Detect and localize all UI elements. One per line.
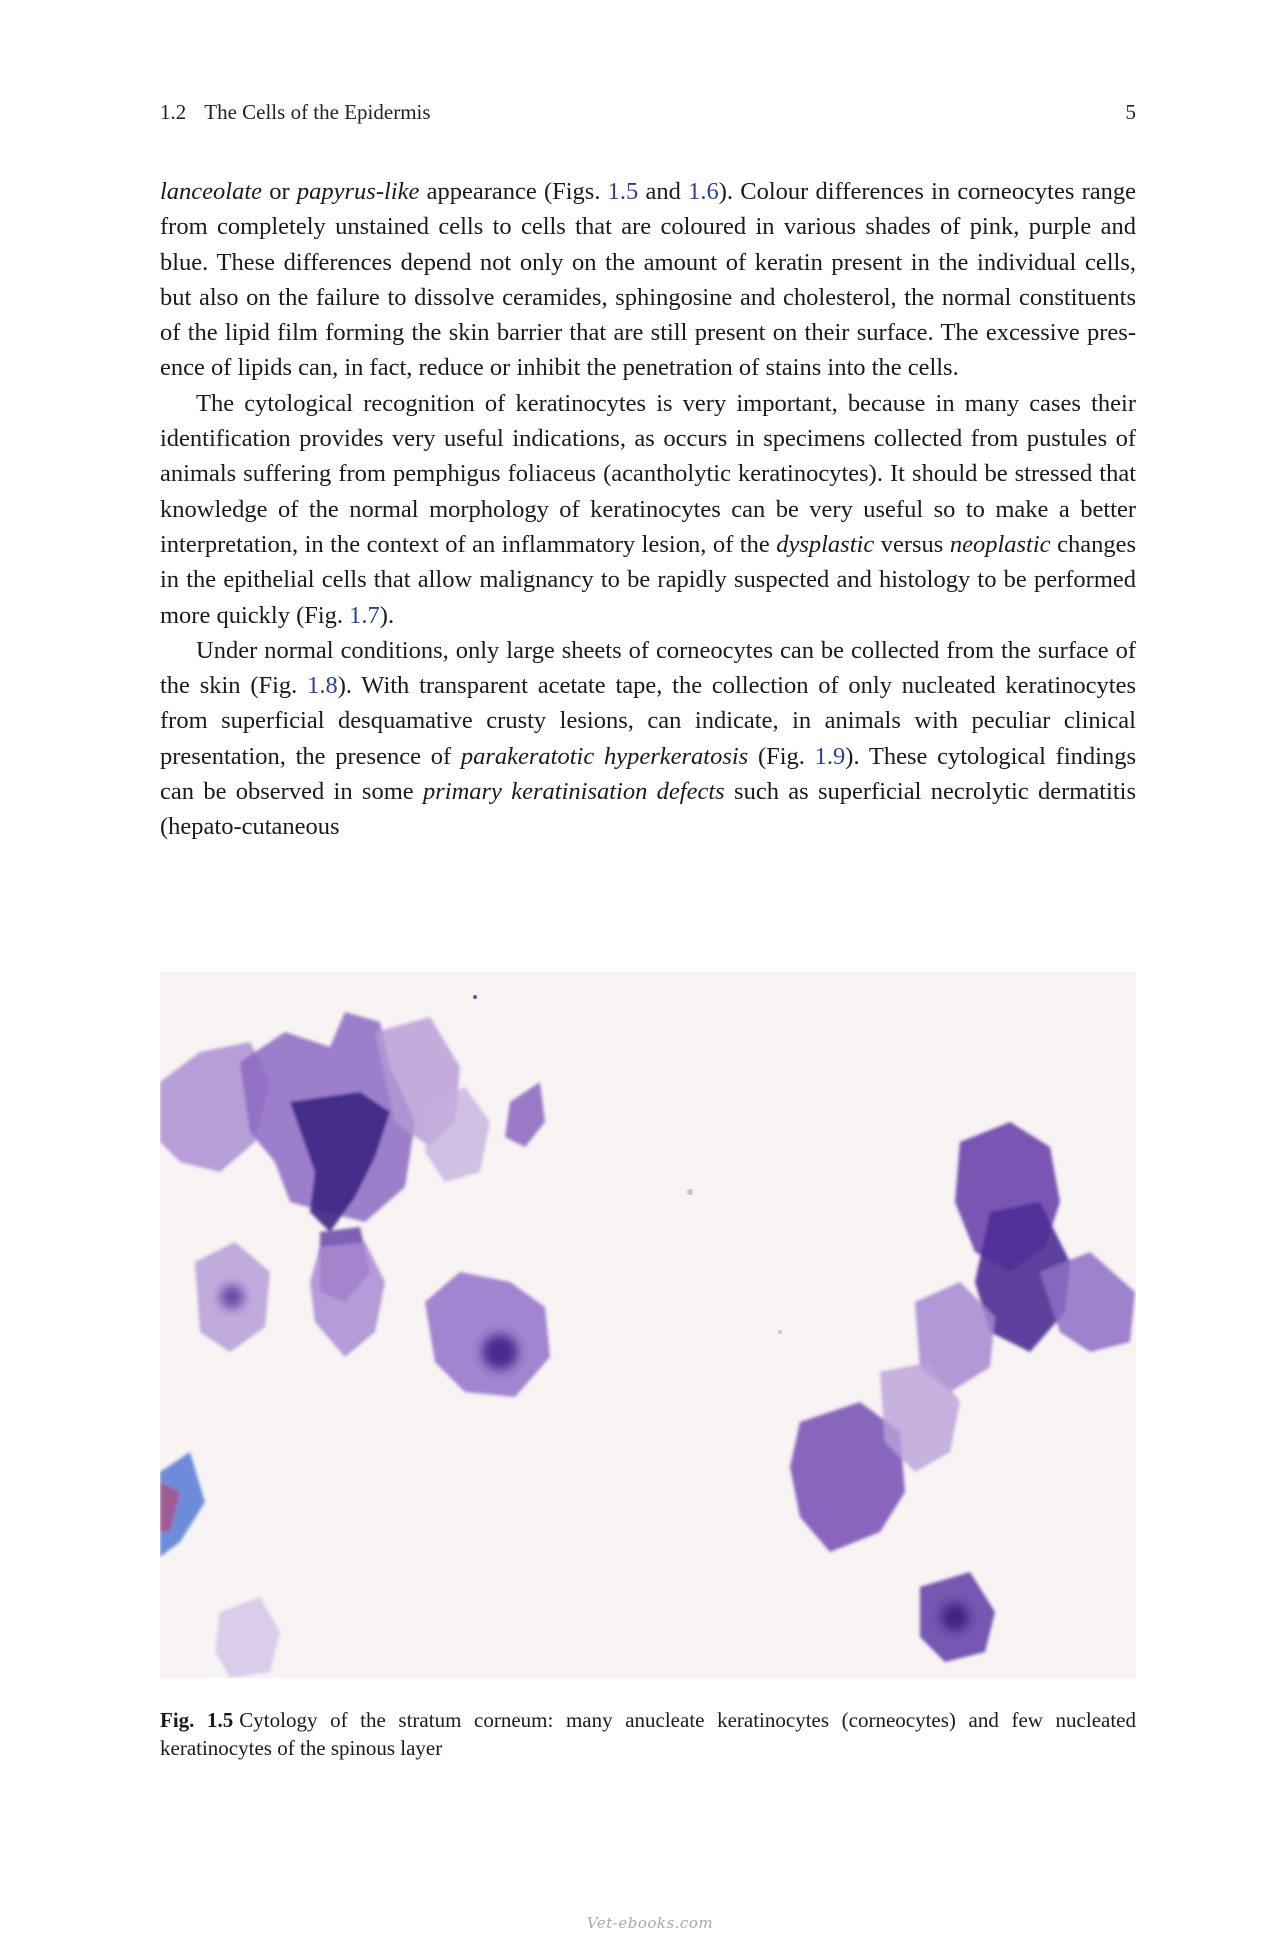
- paragraph-2: [160, 386, 1136, 633]
- figure-label: Fig. 1.5: [160, 1708, 234, 1732]
- section-heading: [160, 100, 431, 125]
- text-run: ). These cytological findings can be observed in some: [160, 742, 1136, 806]
- text-run: versus: [874, 530, 950, 558]
- text-run: Under normal conditions, only large sheets of corneocytes can be collected from the surface of the skin (Fig.: [160, 636, 1136, 700]
- term-dysplastic: dysplastic: [776, 530, 875, 558]
- text-run: ). With transparent acetate tape, the collection of only nucleated keratinocytes from superficial desquamative crusty lesions, can indicate, in animals with peculiar clinical presentation, the presence of: [160, 672, 1136, 770]
- figure-ref-1-8[interactable]: 1.8: [307, 672, 338, 700]
- text-run: (Fig.: [748, 742, 815, 770]
- text-run: appearance (Figs.: [419, 178, 608, 205]
- body-text: [160, 174, 1136, 845]
- watermark-logo: Vet-ebooks.com: [586, 1914, 714, 1932]
- text-run: and: [638, 178, 689, 205]
- figure-ref-1-7[interactable]: 1.7: [349, 601, 380, 629]
- text-run: or: [262, 178, 297, 205]
- figure-caption: [160, 1706, 1136, 1762]
- text-run: ). Colour differences in corneocytes range from completely unstained cells to cells that are coloured in various shades of pink, purple and blue. These differences depend not only on the amount of keratin present in the individual cells, but also on the failure to dissolve ceramides, sphingosine and cholesterol, the normal constituents of the lipid film forming the skin barrier that are still present on their surface. The excessive presence of lipids can, in fact, reduce or inhibit the penetration of stains into the cells.: [160, 178, 1136, 382]
- paragraph-3: [160, 633, 1136, 845]
- running-head: [160, 100, 1136, 125]
- term-primary-keratinisation-defects: primary keratinisation defects: [422, 778, 725, 806]
- text-run: changes in the epithelial cells that allow malignancy to be rapidly suspected and histology to be performed more quickly (Fig.: [160, 530, 1136, 629]
- term-parakeratotic-hyperkeratosis: parakeratotic hyperkeratosis: [460, 742, 749, 770]
- paragraph-1: [160, 174, 1136, 386]
- section-title: The Cells of the Epidermis: [204, 100, 431, 124]
- term-papyrus-like: papyrus-like: [296, 178, 420, 205]
- figure-ref-1-5[interactable]: 1.5: [607, 178, 639, 205]
- figure-ref-1-6[interactable]: 1.6: [688, 178, 719, 205]
- text-run: such as superficial necrolytic dermatitis (hepato-cutaneous: [160, 778, 1136, 841]
- figure-ref-1-9[interactable]: 1.9: [814, 742, 846, 770]
- text-run: ).: [379, 601, 395, 629]
- cytology-image: [160, 972, 1136, 1678]
- text-run: The cytological recognition of keratinocytes is very important, because in many cases their identification provides very useful indications, as occurs in specimens collected from pustules of animals suffering from pemphigus foliaceus (acantholytic keratinocytes). It should be stressed that knowledge of the normal morphology of keratinocytes can be very useful so to make a better interpretation, in the context of an inflammatory lesion, of the: [160, 389, 1136, 558]
- figure-1-5-micrograph: [160, 972, 1136, 1678]
- page-number: 5: [1125, 100, 1136, 124]
- term-lanceolate: lanceolate: [160, 178, 263, 205]
- term-neoplastic: neoplastic: [949, 530, 1051, 558]
- section-number: 1.2: [160, 100, 187, 124]
- figure-caption-text: Cytology of the stratum corneum: many anucleate keratinocytes (corneocytes) and few nucleated keratinocytes of the spinous layer: [160, 1708, 1136, 1760]
